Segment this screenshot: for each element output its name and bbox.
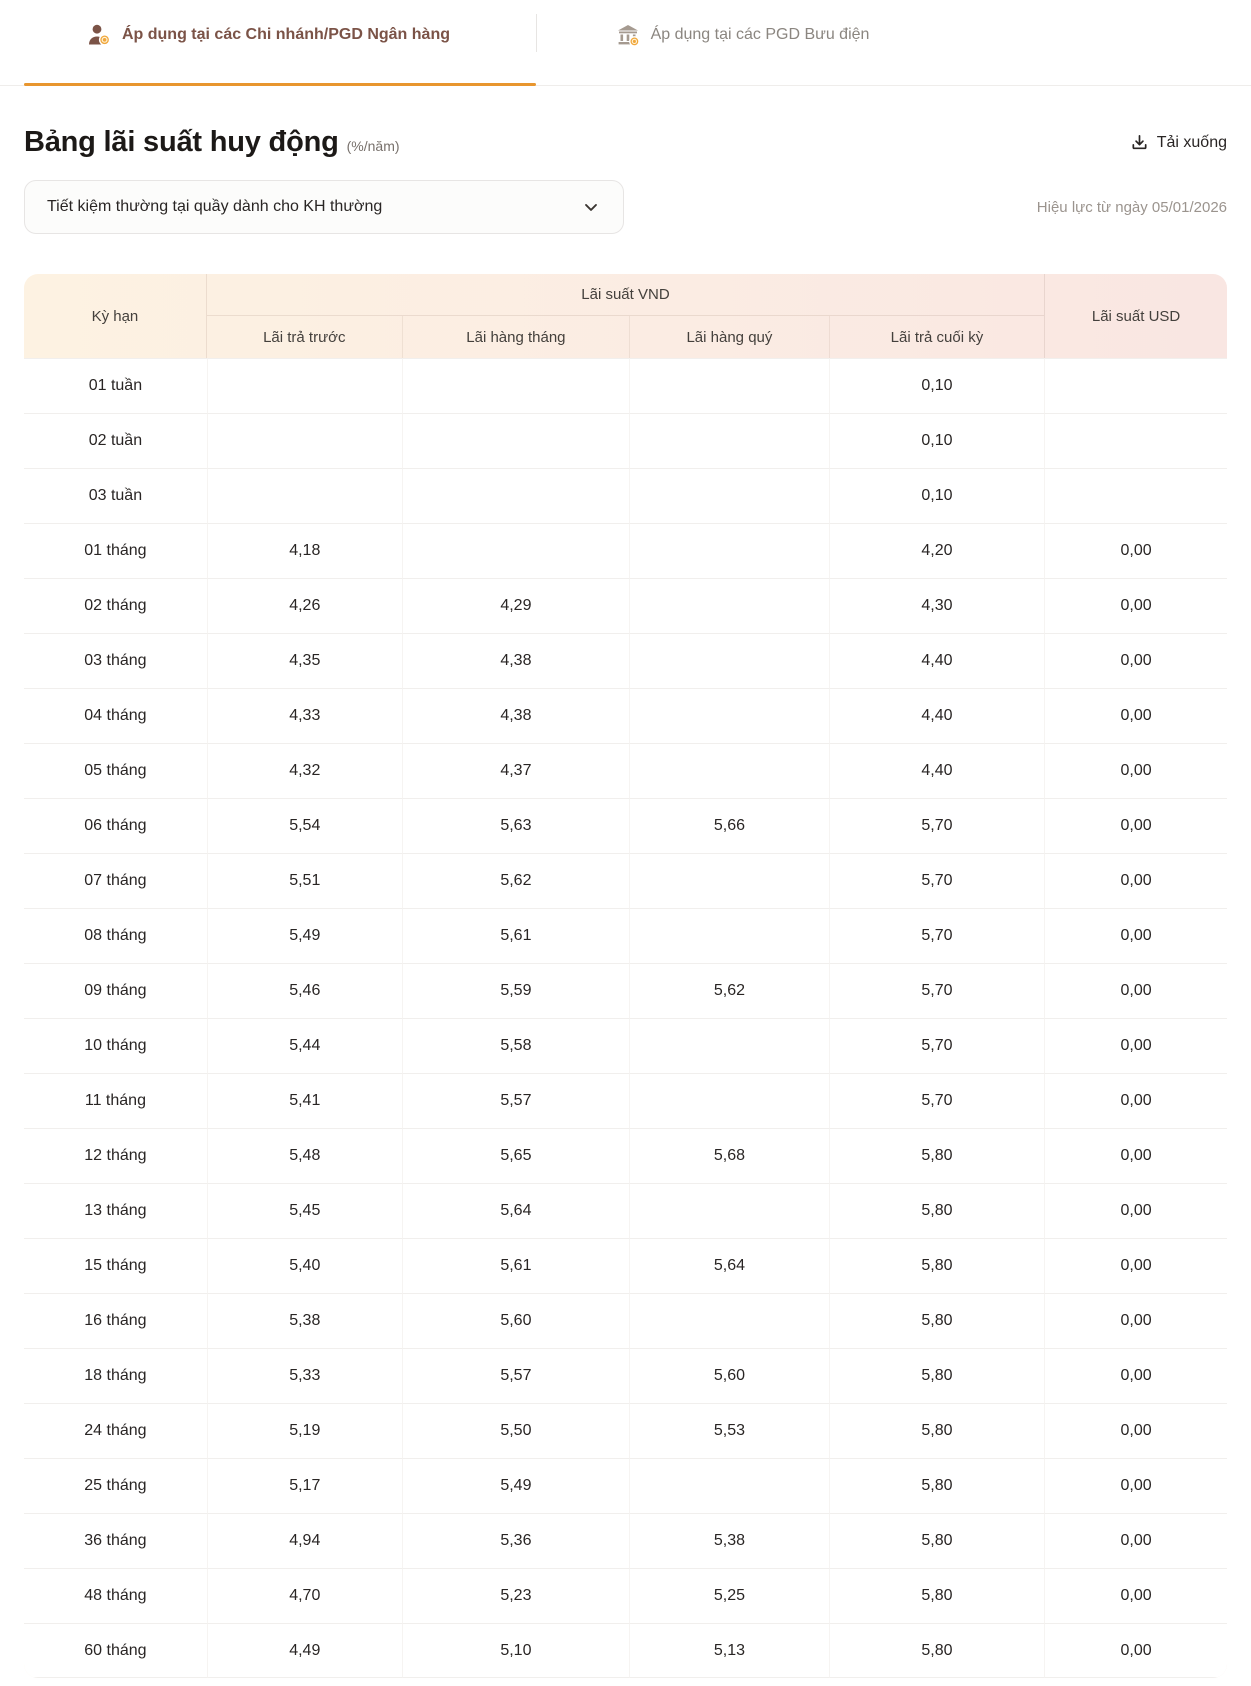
rate-cell: 5,44	[207, 1018, 402, 1073]
rate-cell	[402, 358, 629, 413]
table-row	[24, 963, 1227, 1018]
rate-cell: 4,18	[207, 523, 402, 578]
rate-cell: 4,40	[829, 688, 1044, 743]
table-row	[24, 1238, 1227, 1293]
rate-cell: 5,50	[402, 1403, 629, 1458]
rate-cell	[629, 1073, 829, 1128]
rate-cell: 5,33	[207, 1348, 402, 1403]
rate-cell: 4,30	[829, 578, 1044, 633]
rate-cell: 0,00	[1044, 1513, 1227, 1568]
rate-cell: 4,94	[207, 1513, 402, 1568]
rate-cell: 5,60	[402, 1293, 629, 1348]
table-row	[24, 1183, 1227, 1238]
rate-cell: 0,00	[1044, 578, 1227, 633]
product-type-dropdown[interactable]	[24, 180, 624, 234]
rate-cell	[207, 413, 402, 468]
table-row	[24, 358, 1227, 413]
rate-cell	[1044, 413, 1227, 468]
table-row	[24, 1458, 1227, 1513]
rate-cell: 5,41	[207, 1073, 402, 1128]
tab-bank-branches-label: Áp dụng tại các Chi nhánh/PGD Ngân hàng	[121, 26, 450, 43]
rate-cell	[402, 413, 629, 468]
rate-cell: 5,80	[829, 1183, 1044, 1238]
page-title: Bảng lãi suất huy động	[24, 126, 339, 158]
rate-cell: 0,00	[1044, 1018, 1227, 1073]
table-row	[24, 688, 1227, 743]
rate-cell	[629, 688, 829, 743]
vnd-subheader-quarterly: Lãi hàng quý	[629, 316, 829, 358]
table-row	[24, 468, 1227, 523]
table-body	[24, 358, 1227, 1678]
rate-cell: 0,00	[1044, 1293, 1227, 1348]
table-row	[24, 413, 1227, 468]
rate-cell: 5,23	[402, 1568, 629, 1623]
rate-cell: 0,10	[829, 413, 1044, 468]
rate-cell	[629, 633, 829, 688]
rate-cell: 5,25	[629, 1568, 829, 1623]
rate-cell: 5,70	[829, 908, 1044, 963]
rate-cell	[629, 523, 829, 578]
table-row	[24, 743, 1227, 798]
unit-note: (%/năm)	[346, 138, 400, 154]
rate-cell: 5,19	[207, 1403, 402, 1458]
rate-cell: 4,35	[207, 633, 402, 688]
rate-cell: 5,80	[829, 1293, 1044, 1348]
term-cell: 11 tháng	[24, 1073, 207, 1128]
rate-cell: 4,33	[207, 688, 402, 743]
term-cell: 25 tháng	[24, 1458, 207, 1513]
term-cell: 24 tháng	[24, 1403, 207, 1458]
rate-cell: 4,38	[402, 633, 629, 688]
rate-cell	[629, 578, 829, 633]
rate-cell: 0,00	[1044, 1128, 1227, 1183]
table-row	[24, 1568, 1227, 1623]
rate-cell: 5,51	[207, 853, 402, 908]
bank-coin-icon	[615, 22, 641, 48]
rate-cell	[207, 358, 402, 413]
rate-cell: 4,38	[402, 688, 629, 743]
rate-cell: 5,61	[402, 908, 629, 963]
person-coin-icon	[86, 22, 112, 48]
rate-cell	[629, 468, 829, 523]
rate-cell: 5,70	[829, 963, 1044, 1018]
rate-cell: 5,64	[402, 1183, 629, 1238]
rate-cell: 5,80	[829, 1128, 1044, 1183]
rate-cell: 5,53	[629, 1403, 829, 1458]
rate-cell: 5,63	[402, 798, 629, 853]
term-cell: 48 tháng	[24, 1568, 207, 1623]
rate-cell: 0,10	[829, 468, 1044, 523]
rate-cell	[629, 413, 829, 468]
rate-cell: 5,48	[207, 1128, 402, 1183]
rate-cell: 5,46	[207, 963, 402, 1018]
rate-cell: 5,59	[402, 963, 629, 1018]
rate-cell: 5,38	[629, 1513, 829, 1568]
rate-cell: 0,00	[1044, 1183, 1227, 1238]
rate-cell: 5,60	[629, 1348, 829, 1403]
rate-cell: 0,00	[1044, 853, 1227, 908]
table-row	[24, 633, 1227, 688]
rate-cell: 5,66	[629, 798, 829, 853]
tab-post-offices[interactable]	[537, 0, 947, 48]
rate-cell: 0,10	[829, 358, 1044, 413]
rate-cell: 5,62	[402, 853, 629, 908]
rate-cell: 5,38	[207, 1293, 402, 1348]
term-cell: 03 tuần	[24, 468, 207, 523]
rate-cell: 4,70	[207, 1568, 402, 1623]
rate-cell: 0,00	[1044, 688, 1227, 743]
effective-date-note: Hiệu lực từ ngày 05/01/2026	[1036, 198, 1227, 216]
rate-cell: 5,80	[829, 1403, 1044, 1458]
table-row	[24, 798, 1227, 853]
tab-bank-branches[interactable]	[0, 0, 536, 48]
rate-cell: 4,32	[207, 743, 402, 798]
rate-cell: 4,49	[207, 1623, 402, 1678]
table-row	[24, 1018, 1227, 1073]
rate-cell: 0,00	[1044, 1403, 1227, 1458]
rate-cell: 5,64	[629, 1238, 829, 1293]
download-label: Tải xuống	[1156, 133, 1227, 151]
rate-cell	[629, 1458, 829, 1513]
term-cell: 13 tháng	[24, 1183, 207, 1238]
rate-cell: 5,80	[829, 1458, 1044, 1513]
table-row	[24, 1348, 1227, 1403]
rate-cell: 4,26	[207, 578, 402, 633]
term-cell: 08 tháng	[24, 908, 207, 963]
title-row	[24, 126, 1227, 159]
table-row	[24, 1513, 1227, 1568]
term-cell: 04 tháng	[24, 688, 207, 743]
rate-cell: 5,54	[207, 798, 402, 853]
rate-cell: 5,40	[207, 1238, 402, 1293]
tab-post-offices-label: Áp dụng tại các PGD Bưu điện	[650, 26, 870, 43]
rate-cell	[629, 1018, 829, 1073]
rate-cell: 4,40	[829, 743, 1044, 798]
term-column-header: Kỳ hạn	[24, 274, 207, 358]
table-header	[24, 274, 1227, 358]
rate-cell	[629, 358, 829, 413]
rate-cell: 0,00	[1044, 963, 1227, 1018]
rate-cell	[1044, 468, 1227, 523]
rate-cell: 5,57	[402, 1348, 629, 1403]
vnd-subheader-upfront: Lãi trả trước	[263, 328, 346, 346]
table-row	[24, 578, 1227, 633]
rate-cell: 5,80	[829, 1623, 1044, 1678]
rate-cell: 5,70	[829, 1073, 1044, 1128]
rate-cell: 5,49	[207, 908, 402, 963]
rate-cell	[402, 523, 629, 578]
term-cell: 09 tháng	[24, 963, 207, 1018]
rate-cell: 5,61	[402, 1238, 629, 1293]
controls-row	[24, 180, 1227, 234]
download-button[interactable]	[1130, 133, 1227, 152]
rate-cell	[1044, 358, 1227, 413]
rate-cell: 5,65	[402, 1128, 629, 1183]
rate-cell	[629, 908, 829, 963]
table-row	[24, 908, 1227, 963]
channel-tab-bar	[0, 0, 1251, 86]
rate-cell: 5,70	[829, 1018, 1044, 1073]
table-row	[24, 523, 1227, 578]
table-row	[24, 853, 1227, 908]
rate-cell: 5,17	[207, 1458, 402, 1513]
rate-cell: 4,29	[402, 578, 629, 633]
rate-cell: 5,80	[829, 1238, 1044, 1293]
rate-cell	[629, 853, 829, 908]
term-cell: 10 tháng	[24, 1018, 207, 1073]
term-cell: 60 tháng	[24, 1623, 207, 1678]
chevron-down-icon	[581, 197, 601, 217]
rate-cell: 5,80	[829, 1348, 1044, 1403]
rate-cell: 0,00	[1044, 1238, 1227, 1293]
term-cell: 02 tháng	[24, 578, 207, 633]
rate-cell: 5,62	[629, 963, 829, 1018]
rate-cell: 5,10	[402, 1623, 629, 1678]
term-cell: 05 tháng	[24, 743, 207, 798]
term-cell: 01 tháng	[24, 523, 207, 578]
usd-column-header: Lãi suất USD	[1044, 274, 1227, 358]
vnd-subheader-at-maturity: Lãi trả cuối kỳ	[829, 316, 1044, 358]
rate-cell: 5,36	[402, 1513, 629, 1568]
product-type-selected-value: Tiết kiệm thường tại quầy dành cho KH thường	[47, 198, 383, 215]
term-cell: 03 tháng	[24, 633, 207, 688]
term-cell: 07 tháng	[24, 853, 207, 908]
rate-cell	[629, 1183, 829, 1238]
table-row	[24, 1623, 1227, 1678]
rate-cell: 0,00	[1044, 633, 1227, 688]
rate-cell	[207, 468, 402, 523]
rate-cell: 4,37	[402, 743, 629, 798]
table-row	[24, 1073, 1227, 1128]
rate-cell: 5,70	[829, 853, 1044, 908]
rate-cell: 0,00	[1044, 798, 1227, 853]
table-row	[24, 1293, 1227, 1348]
rate-cell: 4,20	[829, 523, 1044, 578]
rate-cell: 0,00	[1044, 523, 1227, 578]
term-cell: 36 tháng	[24, 1513, 207, 1568]
rate-cell: 5,80	[829, 1568, 1044, 1623]
term-cell: 06 tháng	[24, 798, 207, 853]
term-cell: 01 tuần	[24, 358, 207, 413]
rate-cell: 0,00	[1044, 1073, 1227, 1128]
rate-cell: 5,68	[629, 1128, 829, 1183]
term-cell: 18 tháng	[24, 1348, 207, 1403]
rate-cell: 0,00	[1044, 1568, 1227, 1623]
rate-cell: 5,57	[402, 1073, 629, 1128]
rate-cell: 5,70	[829, 798, 1044, 853]
rate-cell: 0,00	[1044, 1458, 1227, 1513]
rate-cell: 5,80	[829, 1513, 1044, 1568]
term-cell: 16 tháng	[24, 1293, 207, 1348]
term-cell: 12 tháng	[24, 1128, 207, 1183]
deposit-rate-table	[24, 274, 1227, 1678]
table-row	[24, 1403, 1227, 1458]
rate-cell	[629, 1293, 829, 1348]
table-row	[24, 1128, 1227, 1183]
vnd-group-header: Lãi suất VND	[207, 274, 1044, 316]
rate-cell: 5,45	[207, 1183, 402, 1238]
rate-cell: 0,00	[1044, 743, 1227, 798]
rate-cell: 5,58	[402, 1018, 629, 1073]
term-cell: 02 tuần	[24, 413, 207, 468]
rate-cell: 0,00	[1044, 908, 1227, 963]
rate-cell: 5,13	[629, 1623, 829, 1678]
active-tab-underline	[24, 83, 536, 86]
rate-cell	[402, 468, 629, 523]
rate-cell: 0,00	[1044, 1348, 1227, 1403]
rate-cell: 4,40	[829, 633, 1044, 688]
rate-cell: 0,00	[1044, 1623, 1227, 1678]
term-cell: 15 tháng	[24, 1238, 207, 1293]
download-icon	[1130, 133, 1149, 152]
vnd-subheader-monthly: Lãi hàng tháng	[402, 316, 629, 358]
rate-cell	[629, 743, 829, 798]
rate-cell: 5,49	[402, 1458, 629, 1513]
